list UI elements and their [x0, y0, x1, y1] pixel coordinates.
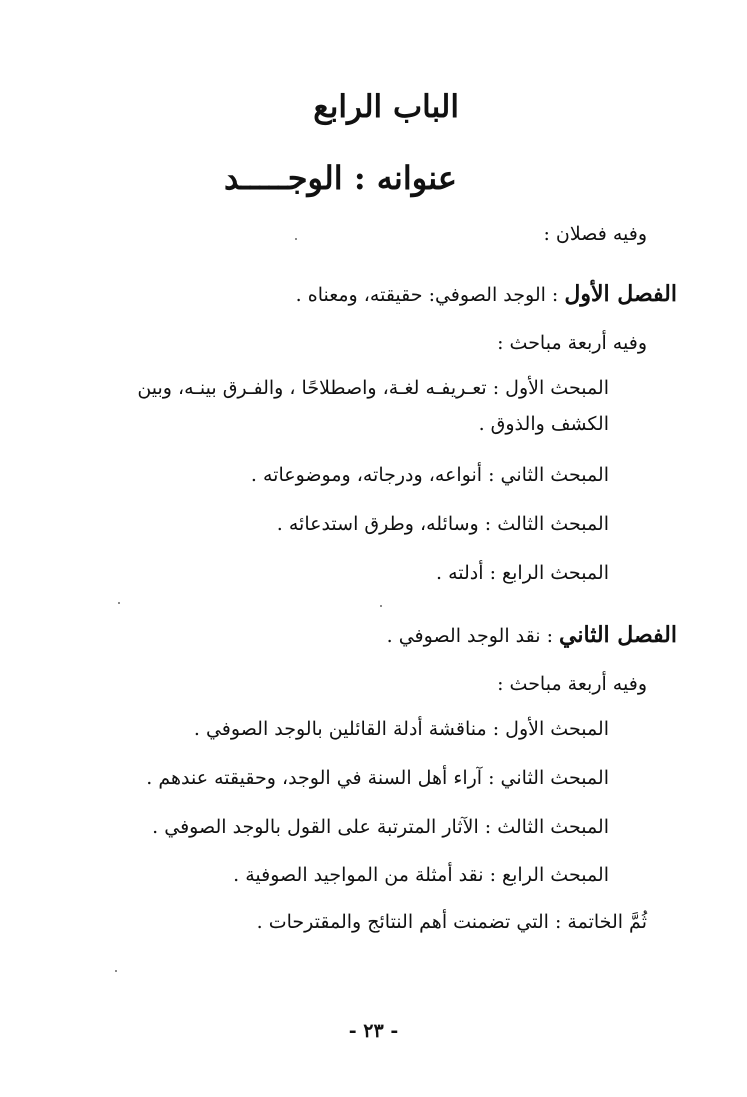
- chapter-heading: الباب الرابع: [313, 89, 459, 125]
- section-1-item-1: المبحث الأول : تعـريفـه لغـة، واصطلاحًا ، والفـرق بينـه، وبين الكشف والذوق .: [137, 377, 609, 436]
- section-1-label: الفصل الأول: [564, 281, 677, 307]
- section-2-text: : نقد الوجد الصوفي .: [386, 625, 553, 647]
- chapter-title: عنوانه : الوجـــــد: [224, 159, 457, 197]
- section-2-item-3: المبحث الثالث : الآثار المترتبة على القول بالوجد الصوفي .: [152, 816, 609, 838]
- section-1-text: : الوجد الصوفي: حقيقته، ومعناه .: [295, 284, 559, 306]
- conclusion-line: ثُمَّ الخاتمة : التي تضمنت أهم النتائج والمقترحات .: [256, 911, 647, 933]
- scan-speck: [380, 605, 382, 607]
- section-1-item-4: المبحث الرابع : أدلته .: [436, 562, 609, 584]
- section-2-heading: [387, 624, 677, 646]
- section-2-subintro: وفيه أربعة مباحث :: [497, 673, 647, 695]
- section-1-item-2: المبحث الثاني : أنواعه، ودرجاته، وموضوعاته .: [250, 464, 609, 486]
- section-1-heading: [296, 283, 677, 305]
- scan-speck: [115, 970, 117, 972]
- section-1-subintro: وفيه أربعة مباحث :: [497, 332, 647, 354]
- section-1-item-3: المبحث الثالث : وسائله، وطرق استدعائه .: [276, 513, 609, 535]
- section-2-item-4: المبحث الرابع : نقد أمثلة من المواجيد الصوفية .: [233, 864, 609, 886]
- page-number: [0, 1022, 747, 1041]
- scan-speck: [295, 238, 297, 240]
- section-2-label: الفصل الثاني: [559, 622, 677, 648]
- scan-speck: [118, 602, 120, 604]
- section-2-item-2: المبحث الثاني : آراء أهل السنة في الوجد، وحقيقته عندهم .: [146, 767, 609, 789]
- section-2-item-1: المبحث الأول : مناقشة أدلة القائلين بالوجد الصوفي .: [193, 718, 609, 740]
- intro-line: وفيه فصلان :: [543, 223, 647, 245]
- page-number-text: - ٢٣ -: [348, 1020, 399, 1042]
